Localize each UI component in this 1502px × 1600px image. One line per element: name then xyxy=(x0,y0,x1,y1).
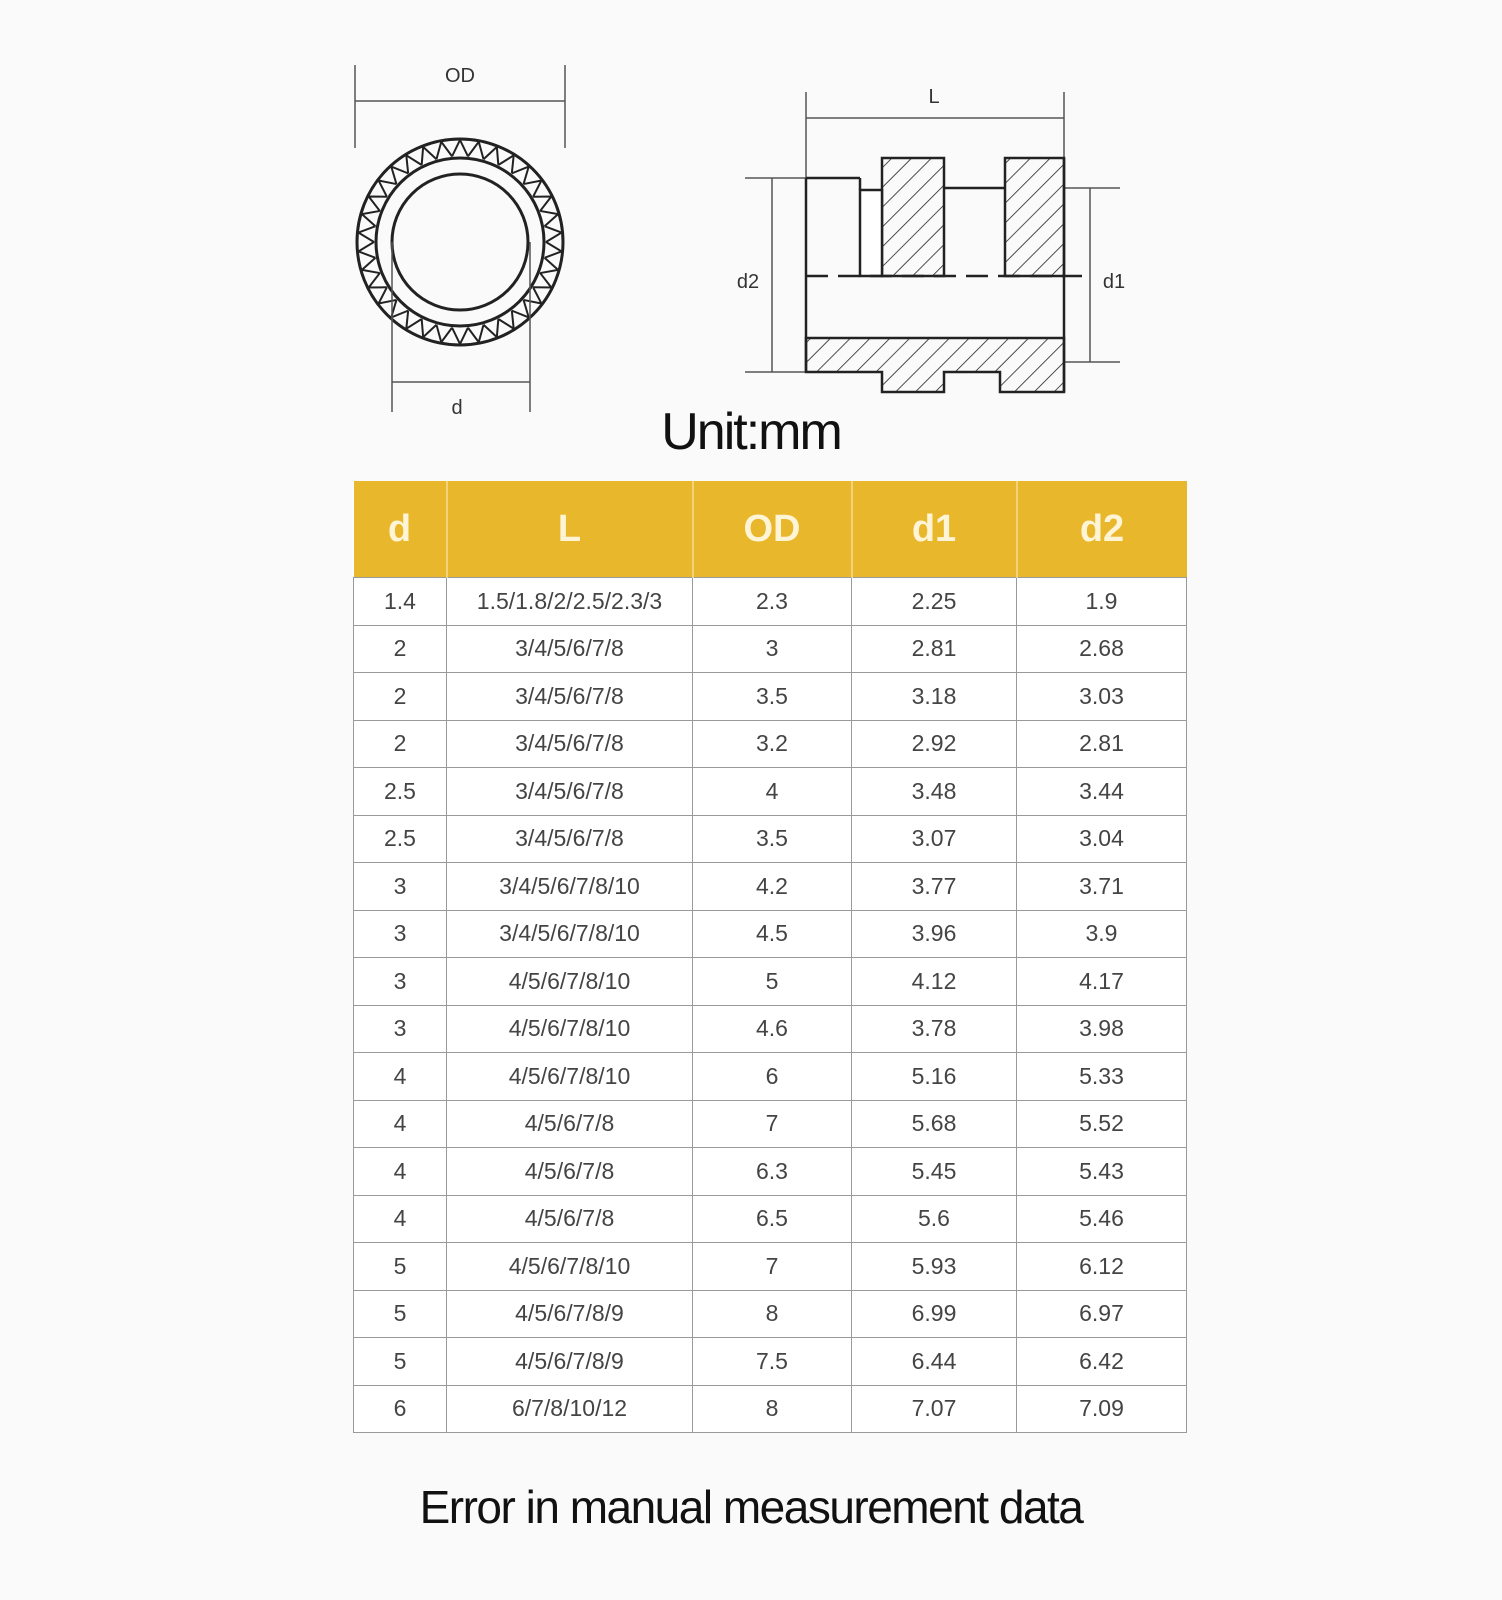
knurl-tooth xyxy=(545,226,562,242)
cell-d2: 2.81 xyxy=(1017,720,1187,768)
cell-d: 5 xyxy=(354,1243,447,1291)
knurl-tooth xyxy=(452,140,468,156)
cell-d1: 2.81 xyxy=(852,625,1017,673)
cell-od: 4.2 xyxy=(693,863,852,911)
cell-l: 4/5/6/7/8 xyxy=(447,1195,693,1243)
table-row xyxy=(354,1338,1187,1386)
column-header-d1: d1 xyxy=(852,481,1017,578)
cell-od: 3 xyxy=(693,625,852,673)
table-row xyxy=(354,1243,1187,1291)
cell-od: 3.2 xyxy=(693,720,852,768)
spec-table xyxy=(353,481,1187,1433)
column-header-od: OD xyxy=(693,481,852,578)
cell-d: 3 xyxy=(354,863,447,911)
cell-d: 2 xyxy=(354,720,447,768)
cell-d: 3 xyxy=(354,1005,447,1053)
cell-l: 3/4/5/6/7/8 xyxy=(447,673,693,721)
cell-d1: 7.07 xyxy=(852,1385,1017,1433)
cell-d: 2 xyxy=(354,625,447,673)
cell-d2: 5.52 xyxy=(1017,1100,1187,1148)
cell-d2: 6.97 xyxy=(1017,1290,1187,1338)
footer-note: Error in manual measurement data xyxy=(419,1481,1083,1533)
cell-od: 8 xyxy=(693,1385,852,1433)
table-row xyxy=(354,720,1187,768)
table-row xyxy=(354,1385,1187,1433)
cell-d2: 4.17 xyxy=(1017,958,1187,1006)
table-row xyxy=(354,625,1187,673)
knurl-tooth xyxy=(545,242,562,258)
cell-od: 4.6 xyxy=(693,1005,852,1053)
cell-d: 5 xyxy=(354,1338,447,1386)
cell-d: 6 xyxy=(354,1385,447,1433)
cell-d: 3 xyxy=(354,958,447,1006)
cell-d2: 2.68 xyxy=(1017,625,1187,673)
cell-d2: 5.33 xyxy=(1017,1053,1187,1101)
table-row xyxy=(354,673,1187,721)
cell-l: 6/7/8/10/12 xyxy=(447,1385,693,1433)
cell-d1: 3.77 xyxy=(852,863,1017,911)
table-header-row xyxy=(354,481,1187,578)
cell-d1: 2.92 xyxy=(852,720,1017,768)
cell-d1: 3.48 xyxy=(852,768,1017,816)
cell-d1: 3.96 xyxy=(852,910,1017,958)
cell-d2: 3.98 xyxy=(1017,1005,1187,1053)
table-row xyxy=(354,1005,1187,1053)
cell-d: 2.5 xyxy=(354,768,447,816)
cell-l: 4/5/6/7/8/10 xyxy=(447,1053,693,1101)
cell-d1: 3.78 xyxy=(852,1005,1017,1053)
knurl-tooth xyxy=(436,325,452,343)
table-body xyxy=(354,578,1187,1433)
cell-d2: 3.71 xyxy=(1017,863,1187,911)
knurl-tooth xyxy=(452,328,468,344)
table-row xyxy=(354,578,1187,626)
cell-od: 3.5 xyxy=(693,815,852,863)
cell-d1: 5.93 xyxy=(852,1243,1017,1291)
table-row xyxy=(354,1195,1187,1243)
knurl-tooth xyxy=(468,325,484,343)
cell-l: 4/5/6/7/8/10 xyxy=(447,1243,693,1291)
cell-d: 3 xyxy=(354,910,447,958)
table-row xyxy=(354,1100,1187,1148)
cell-od: 4 xyxy=(693,768,852,816)
cell-l: 3/4/5/6/7/8 xyxy=(447,768,693,816)
cell-d1: 5.45 xyxy=(852,1148,1017,1196)
knurl-tooth xyxy=(436,142,452,160)
cell-l: 3/4/5/6/7/8 xyxy=(447,625,693,673)
cell-d1: 6.99 xyxy=(852,1290,1017,1338)
table-row xyxy=(354,1148,1187,1196)
cell-d: 1.4 xyxy=(354,578,447,626)
unit-label: Unit:mm xyxy=(661,403,841,461)
cell-d1: 3.18 xyxy=(852,673,1017,721)
cell-d2: 1.9 xyxy=(1017,578,1187,626)
cell-d: 4 xyxy=(354,1053,447,1101)
cell-d2: 3.9 xyxy=(1017,910,1187,958)
knurl-tooth xyxy=(358,242,375,258)
table-row xyxy=(354,958,1187,1006)
column-header-d2: d2 xyxy=(1017,481,1187,578)
cell-l: 4/5/6/7/8 xyxy=(447,1100,693,1148)
cell-l: 4/5/6/7/8/9 xyxy=(447,1338,693,1386)
knurl-tooth xyxy=(468,142,484,160)
cell-od: 7 xyxy=(693,1243,852,1291)
d1-label: d1 xyxy=(1102,271,1126,293)
cell-l: 4/5/6/7/8/9 xyxy=(447,1290,693,1338)
cell-od: 8 xyxy=(693,1290,852,1338)
column-header-l: L xyxy=(447,481,693,578)
cell-d: 4 xyxy=(354,1148,447,1196)
cell-l: 4/5/6/7/8/10 xyxy=(447,958,693,1006)
cell-d: 2 xyxy=(354,673,447,721)
cell-od: 6.5 xyxy=(693,1195,852,1243)
cell-od: 7.5 xyxy=(693,1338,852,1386)
cell-d2: 6.12 xyxy=(1017,1243,1187,1291)
cell-d2: 3.03 xyxy=(1017,673,1187,721)
cell-l: 1.5/1.8/2/2.5/2.3/3 xyxy=(447,578,693,626)
cell-l: 4/5/6/7/8 xyxy=(447,1148,693,1196)
l-label: L xyxy=(928,86,940,108)
cell-d1: 6.44 xyxy=(852,1338,1017,1386)
knurl-tooth xyxy=(358,226,375,242)
cell-l: 3/4/5/6/7/8/10 xyxy=(447,863,693,911)
od-label: OD xyxy=(445,65,475,87)
cell-od: 6.3 xyxy=(693,1148,852,1196)
cell-l: 3/4/5/6/7/8 xyxy=(447,720,693,768)
cell-d2: 3.04 xyxy=(1017,815,1187,863)
cell-od: 5 xyxy=(693,958,852,1006)
cell-d1: 4.12 xyxy=(852,958,1017,1006)
cell-od: 6 xyxy=(693,1053,852,1101)
cell-d1: 2.25 xyxy=(852,578,1017,626)
cell-d1: 5.6 xyxy=(852,1195,1017,1243)
cell-d: 2.5 xyxy=(354,815,447,863)
cell-d2: 5.46 xyxy=(1017,1195,1187,1243)
cell-d2: 5.43 xyxy=(1017,1148,1187,1196)
column-header-d: d xyxy=(354,481,447,578)
cell-d2: 3.44 xyxy=(1017,768,1187,816)
table-row xyxy=(354,815,1187,863)
cell-l: 3/4/5/6/7/8 xyxy=(447,815,693,863)
table-row xyxy=(354,910,1187,958)
cell-d: 5 xyxy=(354,1290,447,1338)
cell-d2: 7.09 xyxy=(1017,1385,1187,1433)
cell-d1: 3.07 xyxy=(852,815,1017,863)
front-view-ring xyxy=(355,65,565,419)
d2-label: d2 xyxy=(736,271,760,293)
cell-d1: 5.16 xyxy=(852,1053,1017,1101)
cell-l: 3/4/5/6/7/8/10 xyxy=(447,910,693,958)
cell-od: 3.5 xyxy=(693,673,852,721)
cell-od: 7 xyxy=(693,1100,852,1148)
cell-d: 4 xyxy=(354,1195,447,1243)
cell-l: 4/5/6/7/8/10 xyxy=(447,1005,693,1053)
cell-d: 4 xyxy=(354,1100,447,1148)
cell-d2: 6.42 xyxy=(1017,1338,1187,1386)
cell-od: 4.5 xyxy=(693,910,852,958)
d-label: d xyxy=(451,397,463,419)
side-section-view xyxy=(737,86,1125,392)
table-row xyxy=(354,1290,1187,1338)
cell-od: 2.3 xyxy=(693,578,852,626)
technical-drawing xyxy=(0,0,1502,470)
cell-d1: 5.68 xyxy=(852,1100,1017,1148)
table-row xyxy=(354,1053,1187,1101)
table-row xyxy=(354,863,1187,911)
table-row xyxy=(354,768,1187,816)
